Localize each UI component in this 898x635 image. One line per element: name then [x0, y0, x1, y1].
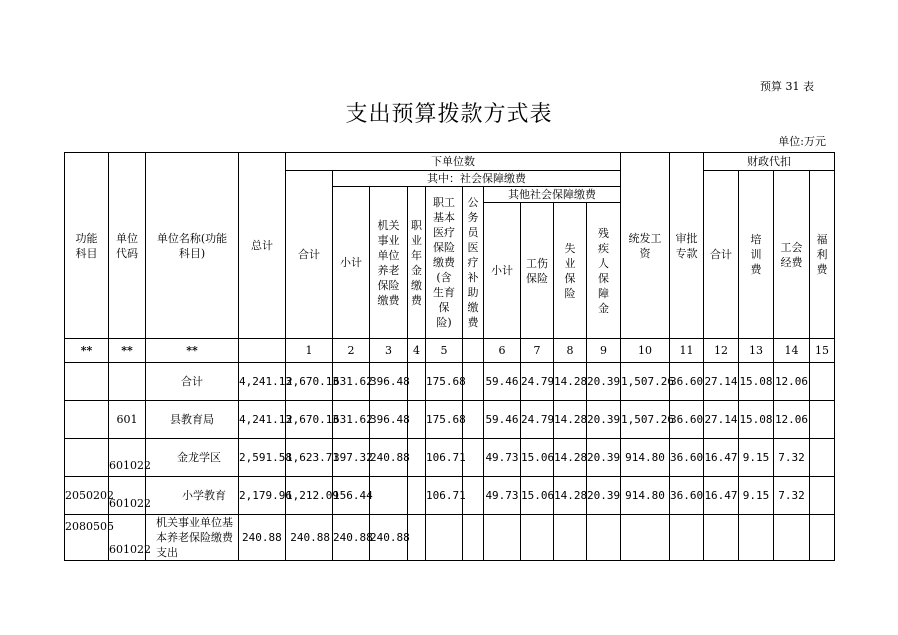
budget-table [64, 152, 835, 561]
value-cell [521, 515, 554, 561]
value-cell: 914.80 [621, 439, 670, 477]
unit-name-cell: 金龙学区 [146, 439, 239, 477]
value-cell: 7.32 [774, 439, 810, 477]
header-unit-code: 单位代码 [109, 153, 146, 339]
header-lower-total: 合计 [286, 171, 333, 339]
value-cell [408, 477, 426, 515]
index-cell: 11 [670, 339, 704, 363]
value-cell: 106.71 [426, 477, 463, 515]
header-fiscal-total: 合计 [704, 171, 739, 339]
value-cell [587, 515, 621, 561]
value-cell: 59.46 [484, 401, 521, 439]
value-cell: 14.28 [554, 439, 587, 477]
value-cell [704, 515, 739, 561]
value-cell: 15.08 [739, 363, 774, 401]
index-row [65, 339, 835, 363]
value-cell: 175.68 [426, 401, 463, 439]
index-cell: 3 [370, 339, 408, 363]
index-cell: 5 [426, 339, 463, 363]
value-cell: 240.88 [370, 439, 408, 477]
index-cell: 6 [484, 339, 521, 363]
value-cell: 27.14 [704, 363, 739, 401]
table-number: 预算 31 表 [760, 80, 814, 93]
value-cell: 1,507.26 [621, 363, 670, 401]
index-cell: 14 [774, 339, 810, 363]
func-code-cell [65, 439, 109, 477]
header-union: 工会经费 [774, 171, 810, 339]
value-cell: 36.60 [670, 439, 704, 477]
index-cell: 10 [621, 339, 670, 363]
value-cell: 240.88 [239, 515, 286, 561]
value-cell [810, 439, 835, 477]
value-cell [739, 515, 774, 561]
value-cell: 14.28 [554, 477, 587, 515]
value-cell: 240.88 [286, 515, 333, 561]
table-row [65, 363, 835, 401]
header-unemployment: 失业保险 [554, 203, 587, 339]
unit-name-cell: 合计 [146, 363, 239, 401]
index-cell [463, 339, 484, 363]
value-cell: 14.28 [554, 363, 587, 401]
value-cell: 397.32 [333, 439, 370, 477]
header-unit-name: 单位名称(功能科目) [146, 153, 239, 339]
value-cell: 36.60 [670, 363, 704, 401]
func-code-cell: 2050202 [65, 477, 109, 515]
value-cell: 20.39 [587, 401, 621, 439]
header-civil-medical: 公务员医疗补助缴费 [463, 187, 484, 339]
value-cell: 2,670.13 [286, 401, 333, 439]
index-cell: ** [65, 339, 109, 363]
value-cell [670, 515, 704, 561]
value-cell [810, 363, 835, 401]
header-approved-special: 审批专款 [670, 153, 704, 339]
header-total: 总计 [239, 153, 286, 339]
value-cell: 24.79 [521, 363, 554, 401]
header-welfare: 福利费 [810, 171, 835, 339]
value-cell: 49.73 [484, 477, 521, 515]
index-cell: 2 [333, 339, 370, 363]
func-code-cell [65, 401, 109, 439]
value-cell: 14.28 [554, 401, 587, 439]
value-cell: 20.39 [587, 477, 621, 515]
value-cell: 7.32 [774, 477, 810, 515]
value-cell: 9.15 [739, 477, 774, 515]
header-disability: 残疾人保障金 [587, 203, 621, 339]
table-row [65, 439, 835, 477]
value-cell: 4,241.13 [239, 401, 286, 439]
value-cell: 20.39 [587, 439, 621, 477]
value-cell: 16.47 [704, 477, 739, 515]
value-cell: 36.60 [670, 477, 704, 515]
unit-name-cell: 机关事业单位基本养老保险缴费支出 [146, 515, 239, 561]
header-medical: 职工基本医疗保险缴费(含生育保险) [426, 187, 463, 339]
unit-code-cell: 601022 [109, 515, 146, 561]
index-cell: ** [146, 339, 239, 363]
value-cell: 175.68 [426, 363, 463, 401]
value-cell: 12.06 [774, 401, 810, 439]
value-cell [426, 515, 463, 561]
value-cell: 914.80 [621, 477, 670, 515]
unit-label: 单位:万元 [778, 135, 826, 148]
value-cell: 49.73 [484, 439, 521, 477]
value-cell [408, 363, 426, 401]
header-training: 培训费 [739, 171, 774, 339]
value-cell: 20.39 [587, 363, 621, 401]
index-cell: 15 [810, 339, 835, 363]
value-cell: 240.88 [370, 515, 408, 561]
unit-code-cell: 601 [109, 401, 146, 439]
value-cell: 1,623.71 [286, 439, 333, 477]
value-cell: 24.79 [521, 401, 554, 439]
value-cell: 16.47 [704, 439, 739, 477]
unit-name-cell: 县教育局 [146, 401, 239, 439]
header-other-subtotal: 小计 [484, 203, 521, 339]
value-cell: 1,507.26 [621, 401, 670, 439]
header-annuity: 职业年金缴费 [408, 187, 426, 339]
unit-name-cell: 小学教育 [146, 477, 239, 515]
value-cell [810, 515, 835, 561]
header-org-pension: 机关事业单位养老保险缴费 [370, 187, 408, 339]
value-cell: 156.44 [333, 477, 370, 515]
value-cell: 36.60 [670, 401, 704, 439]
value-cell: 106.71 [426, 439, 463, 477]
value-cell: 1,212.09 [286, 477, 333, 515]
header-injury: 工伤保险 [521, 203, 554, 339]
value-cell: 2,670.13 [286, 363, 333, 401]
header-lower-units: 下单位数 [286, 153, 621, 171]
value-cell: 4,241.13 [239, 363, 286, 401]
header-func-code: 功能科目 [65, 153, 109, 339]
value-cell: 396.48 [370, 401, 408, 439]
table-row [65, 477, 835, 515]
value-cell: 15.08 [739, 401, 774, 439]
value-cell [370, 477, 408, 515]
value-cell: 631.62 [333, 401, 370, 439]
value-cell: 27.14 [704, 401, 739, 439]
header-of-which-social: 其中：社会保障缴费 [333, 171, 621, 187]
table-row [65, 515, 835, 561]
value-cell [463, 515, 484, 561]
index-cell: 13 [739, 339, 774, 363]
index-cell: 8 [554, 339, 587, 363]
index-cell: 12 [704, 339, 739, 363]
header-social-subtotal: 小计 [333, 187, 370, 339]
value-cell: 9.15 [739, 439, 774, 477]
unit-code-cell: 601022 [109, 439, 146, 477]
header-unified-wage: 统发工资 [621, 153, 670, 339]
value-cell: 2,179.96 [239, 477, 286, 515]
index-cell [239, 339, 286, 363]
header-fiscal-agent: 财政代扣 [704, 153, 835, 171]
index-cell: 7 [521, 339, 554, 363]
index-cell: 9 [587, 339, 621, 363]
index-cell: 4 [408, 339, 426, 363]
func-code-cell: 2080505 [65, 515, 109, 561]
value-cell: 15.06 [521, 439, 554, 477]
value-cell: 396.48 [370, 363, 408, 401]
value-cell [408, 515, 426, 561]
value-cell: 15.06 [521, 477, 554, 515]
index-cell: 1 [286, 339, 333, 363]
value-cell: 240.88 [333, 515, 370, 561]
value-cell [554, 515, 587, 561]
value-cell: 2,591.58 [239, 439, 286, 477]
value-cell [810, 401, 835, 439]
unit-code-cell [109, 363, 146, 401]
value-cell [621, 515, 670, 561]
value-cell [408, 439, 426, 477]
index-cell: ** [109, 339, 146, 363]
value-cell [774, 515, 810, 561]
func-code-cell [65, 363, 109, 401]
table-row [65, 401, 835, 439]
value-cell [810, 477, 835, 515]
value-cell [408, 401, 426, 439]
value-cell [484, 515, 521, 561]
value-cell: 59.46 [484, 363, 521, 401]
value-cell: 631.62 [333, 363, 370, 401]
unit-code-cell: 601022 [109, 477, 146, 515]
header-other-social: 其他社会保障缴费 [484, 187, 621, 203]
page-title: 支出预算拨款方式表 [345, 102, 553, 127]
value-cell: 12.06 [774, 363, 810, 401]
